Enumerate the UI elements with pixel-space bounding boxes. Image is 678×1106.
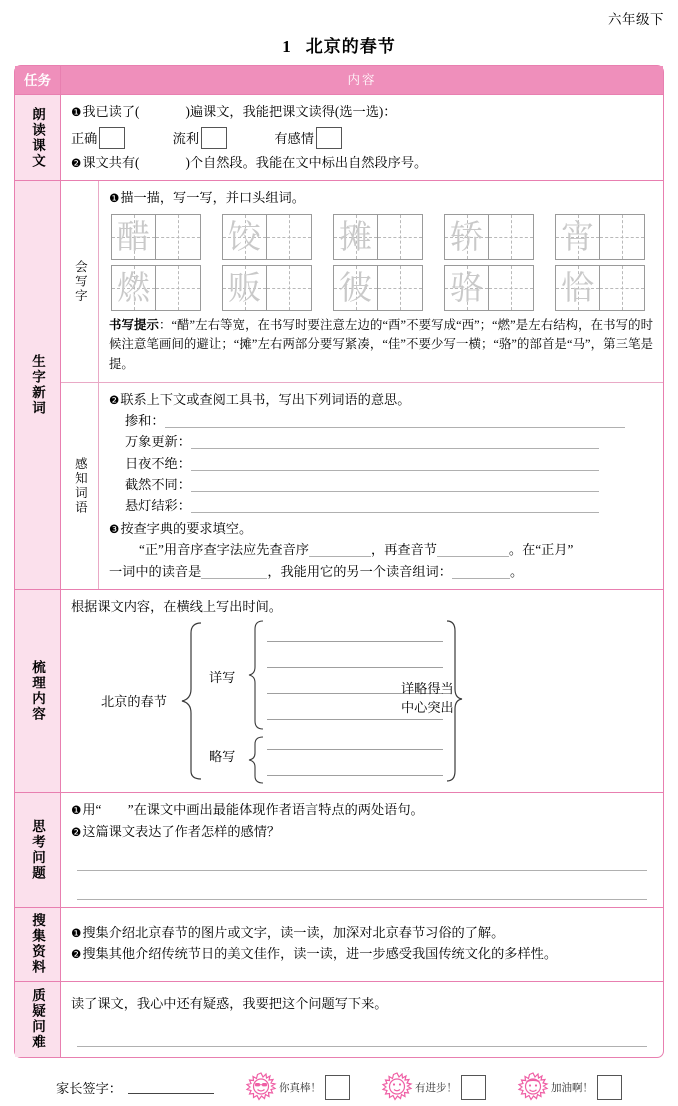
diagram-branch-2-label: 略写 <box>209 749 236 765</box>
sense-prompt-3: ❸按查字典的要求填空。 <box>109 520 253 536</box>
sun-cheer-icon <box>518 1072 548 1102</box>
thinking-content <box>61 793 663 907</box>
word-definition-row: 截然不同： <box>125 474 653 495</box>
char-cell-traced <box>556 266 600 310</box>
choice-emotion: 有感情 <box>274 127 344 149</box>
table-header-row <box>15 66 663 94</box>
bullet-1-icon: ❶ <box>109 191 120 206</box>
char-cell-blank[interactable] <box>489 215 533 259</box>
blank-initial-letter[interactable] <box>309 542 371 557</box>
task-label-reading: 朗读课文 <box>15 95 61 180</box>
char-cell-blank[interactable] <box>600 266 644 310</box>
char-cell-blank[interactable] <box>600 215 644 259</box>
reading-content <box>61 95 663 180</box>
diagram-blank-line[interactable] <box>267 641 443 642</box>
sun-smile-icon <box>382 1072 412 1102</box>
stamp-you-are-great[interactable] <box>246 1072 350 1102</box>
section-question <box>15 981 663 1057</box>
signature-label: 家长签字： <box>56 1080 122 1096</box>
conclusion-line-1: 详略得当 <box>401 681 454 697</box>
question-content <box>61 982 663 1057</box>
checkbox-emotion[interactable] <box>316 127 342 149</box>
collect-item-1: ❶搜集介绍北京春节的图片或文字，读一读，加深对北京春节习俗的了解。 <box>71 925 505 941</box>
stamp-checkbox[interactable] <box>461 1075 486 1100</box>
word-definition-row: 悬灯结彩： <box>125 495 653 516</box>
traced-char: 燃 <box>117 268 150 308</box>
stamp-keep-going[interactable] <box>518 1072 622 1102</box>
diagram-blank-line[interactable] <box>267 719 443 720</box>
checkbox-correct[interactable] <box>99 127 125 149</box>
choice-correct: 正确 <box>71 127 127 149</box>
char-cell-blank[interactable] <box>156 266 200 310</box>
reading-choices <box>71 127 653 149</box>
char-box-group[interactable] <box>222 265 312 311</box>
thinking-item-2: ❷这篇课文表达了作者怎样的感情？ <box>71 823 281 839</box>
header-content-col: 内容 <box>347 73 377 87</box>
traced-char: 宵 <box>561 217 594 257</box>
signature-blank[interactable] <box>128 1080 214 1094</box>
writing-tip-text: ：“醋”左右等宽，在书写时要注意左边的“酉”不要写成“西”；“燃”是左右结构，在书写的时候注意笔画间的避让；“摊”左右两部分要写紧凑，“佳”不要少写一横；“骆”的部首是“马”，第三笔是提。 <box>109 317 653 371</box>
task-label-outline: 梳理内容 <box>15 590 61 792</box>
char-cell-blank[interactable] <box>267 215 311 259</box>
sense-content <box>99 383 663 589</box>
outer-brace-icon <box>179 621 207 781</box>
blank-definition[interactable] <box>191 498 599 513</box>
char-cell-traced <box>334 266 378 310</box>
char-box-group[interactable] <box>555 265 645 311</box>
answer-blank-line[interactable] <box>77 854 647 871</box>
bullet-1-icon: ❶ <box>71 105 82 120</box>
char-cell-blank[interactable] <box>378 266 422 310</box>
stamp-label: 加油啊！ <box>550 1082 593 1094</box>
traced-char: 恰 <box>561 268 594 308</box>
sub-label-write: 会写字 <box>61 181 99 381</box>
sense-prompt-2: ❷联系上下文或查阅工具书，写出下列词语的意思。 <box>109 391 411 407</box>
char-cell-blank[interactable] <box>489 266 533 310</box>
traced-char: 饺 <box>228 217 261 257</box>
diagram-blank-line[interactable] <box>267 749 443 750</box>
stamp-checkbox[interactable] <box>325 1075 350 1100</box>
header-task-col: 任务 <box>15 66 61 94</box>
writing-tip <box>109 316 653 375</box>
char-cell-traced <box>445 266 489 310</box>
sub-label-sense: 感知词语 <box>61 383 99 589</box>
char-cell-blank[interactable] <box>378 215 422 259</box>
collect-item-2: ❷搜集其他介绍传统节日的美文佳作，读一读，进一步感受我国传统文化的多样性。 <box>71 946 558 962</box>
char-cell-traced <box>223 266 267 310</box>
char-cell-traced <box>112 215 156 259</box>
sun-sunglasses-icon <box>246 1072 276 1102</box>
char-cell-traced <box>334 215 378 259</box>
word-definition-row: 掺和： <box>125 410 653 431</box>
char-cell-blank[interactable] <box>267 266 311 310</box>
char-cell-traced <box>112 266 156 310</box>
reading-item-2: ❷课文共有( )个自然段。我能在文中标出自然段序号。 <box>71 155 428 170</box>
section-thinking <box>15 792 663 907</box>
blank-definition[interactable] <box>191 456 599 471</box>
char-box-group[interactable] <box>222 214 312 260</box>
section-reading <box>15 94 663 180</box>
char-box-group[interactable] <box>111 265 201 311</box>
bullet-2-icon: ❷ <box>71 824 82 839</box>
char-box-group[interactable] <box>333 265 423 311</box>
choice-fluent: 流利 <box>173 127 229 149</box>
page-title <box>0 28 678 65</box>
diagram-blank-line[interactable] <box>267 667 443 668</box>
blank-other-word[interactable] <box>452 564 510 579</box>
newwords-body <box>61 181 663 589</box>
task-label-collect: 搜集资料 <box>15 908 61 981</box>
collect-content <box>61 908 663 981</box>
section-newwords <box>15 180 663 589</box>
bullet-2-icon: ❷ <box>71 947 82 962</box>
outline-prompt: 根据课文内容，在横线上写出时间。 <box>71 598 282 614</box>
bullet-2-icon: ❷ <box>109 392 120 407</box>
dict-line-1: “正”用音序查字法应先查音序 ，再查音节 。在“正月” <box>139 542 574 558</box>
outline-brace-diagram <box>71 617 653 785</box>
checkbox-fluent[interactable] <box>201 127 227 149</box>
char-cell-traced <box>223 215 267 259</box>
thinking-item-1: ❶用“ ”在课文中画出最能体现作者语言特点的两处语句。 <box>71 802 424 818</box>
question-text: 读了课文，我心中还有疑惑，我要把这个问题写下来。 <box>71 995 388 1011</box>
char-box-group[interactable] <box>111 214 201 260</box>
reading-item-1: ❶我已读了( )遍课文，我能把课文读得(选一选)： <box>71 104 397 120</box>
blank-definition[interactable] <box>165 413 625 428</box>
word-definition-row: 日夜不绝： <box>125 453 653 474</box>
worksheet-table <box>14 65 664 1058</box>
conclusion-line-2: 中心突出 <box>401 700 454 716</box>
grade-label: 六年级下 <box>608 12 664 27</box>
traced-char: 贩 <box>228 268 261 308</box>
write-prompt: ❶描一描，写一写，并口头组词。 <box>109 190 305 206</box>
outline-content <box>61 590 663 792</box>
char-box-group[interactable] <box>333 214 423 260</box>
stamp-improved[interactable] <box>382 1072 486 1102</box>
lesson-number: 1 <box>282 37 292 56</box>
char-box-group[interactable] <box>444 214 534 260</box>
answer-blank-line[interactable] <box>77 883 647 900</box>
blank-pronunciation[interactable] <box>201 564 267 579</box>
diagram-branch-1-label: 详写 <box>209 670 236 686</box>
diagram-blank-line[interactable] <box>267 775 443 776</box>
dict-line-2: 一词中的读音是 ，我能用它的另一个读音组词： 。 <box>109 563 524 579</box>
char-cell-traced <box>445 215 489 259</box>
blank-definition[interactable] <box>191 477 599 492</box>
bullet-1-icon: ❶ <box>71 926 82 941</box>
stamp-label: 有进步！ <box>414 1082 457 1094</box>
subsection-write <box>61 181 663 382</box>
bullet-2-icon: ❷ <box>71 156 82 170</box>
char-cell-traced <box>556 215 600 259</box>
task-label-thinking: 思考问题 <box>15 793 61 907</box>
section-collect <box>15 907 663 981</box>
subsection-sense <box>61 383 663 589</box>
write-content <box>99 181 663 381</box>
stamp-label: 你真棒！ <box>278 1082 321 1094</box>
traced-char: 摊 <box>339 217 372 257</box>
stamp-checkbox[interactable] <box>597 1075 622 1100</box>
task-label-question: 质疑问难 <box>15 982 61 1057</box>
bullet-1-icon: ❶ <box>71 803 82 818</box>
traced-char: 骆 <box>450 268 483 308</box>
char-box-group[interactable] <box>444 265 534 311</box>
bullet-3-icon: ❸ <box>109 521 120 536</box>
branch-2-brace-icon <box>247 735 267 785</box>
traced-char: 醋 <box>117 217 150 257</box>
char-box-group[interactable] <box>555 214 645 260</box>
task-label-newwords: 生字新词 <box>15 181 61 589</box>
char-cell-blank[interactable] <box>156 215 200 259</box>
diagram-root-label: 北京的春节 <box>101 694 167 710</box>
writing-tip-label: 书写提示 <box>109 317 159 332</box>
blank-syllable[interactable] <box>437 542 509 557</box>
footer <box>0 1072 678 1102</box>
char-grid-row-2 <box>111 265 653 311</box>
section-outline <box>15 589 663 792</box>
blank-definition[interactable] <box>191 434 599 449</box>
word-definition-row: 万象更新： <box>125 431 653 452</box>
traced-char: 彼 <box>339 268 372 308</box>
lesson-title: 北京的春节 <box>305 37 396 56</box>
answer-blank-line[interactable] <box>77 1030 647 1047</box>
diagram-conclusion <box>401 679 454 717</box>
branch-1-brace-icon <box>247 619 267 731</box>
traced-char: 轿 <box>450 217 483 257</box>
char-grid-row-1 <box>111 214 653 260</box>
